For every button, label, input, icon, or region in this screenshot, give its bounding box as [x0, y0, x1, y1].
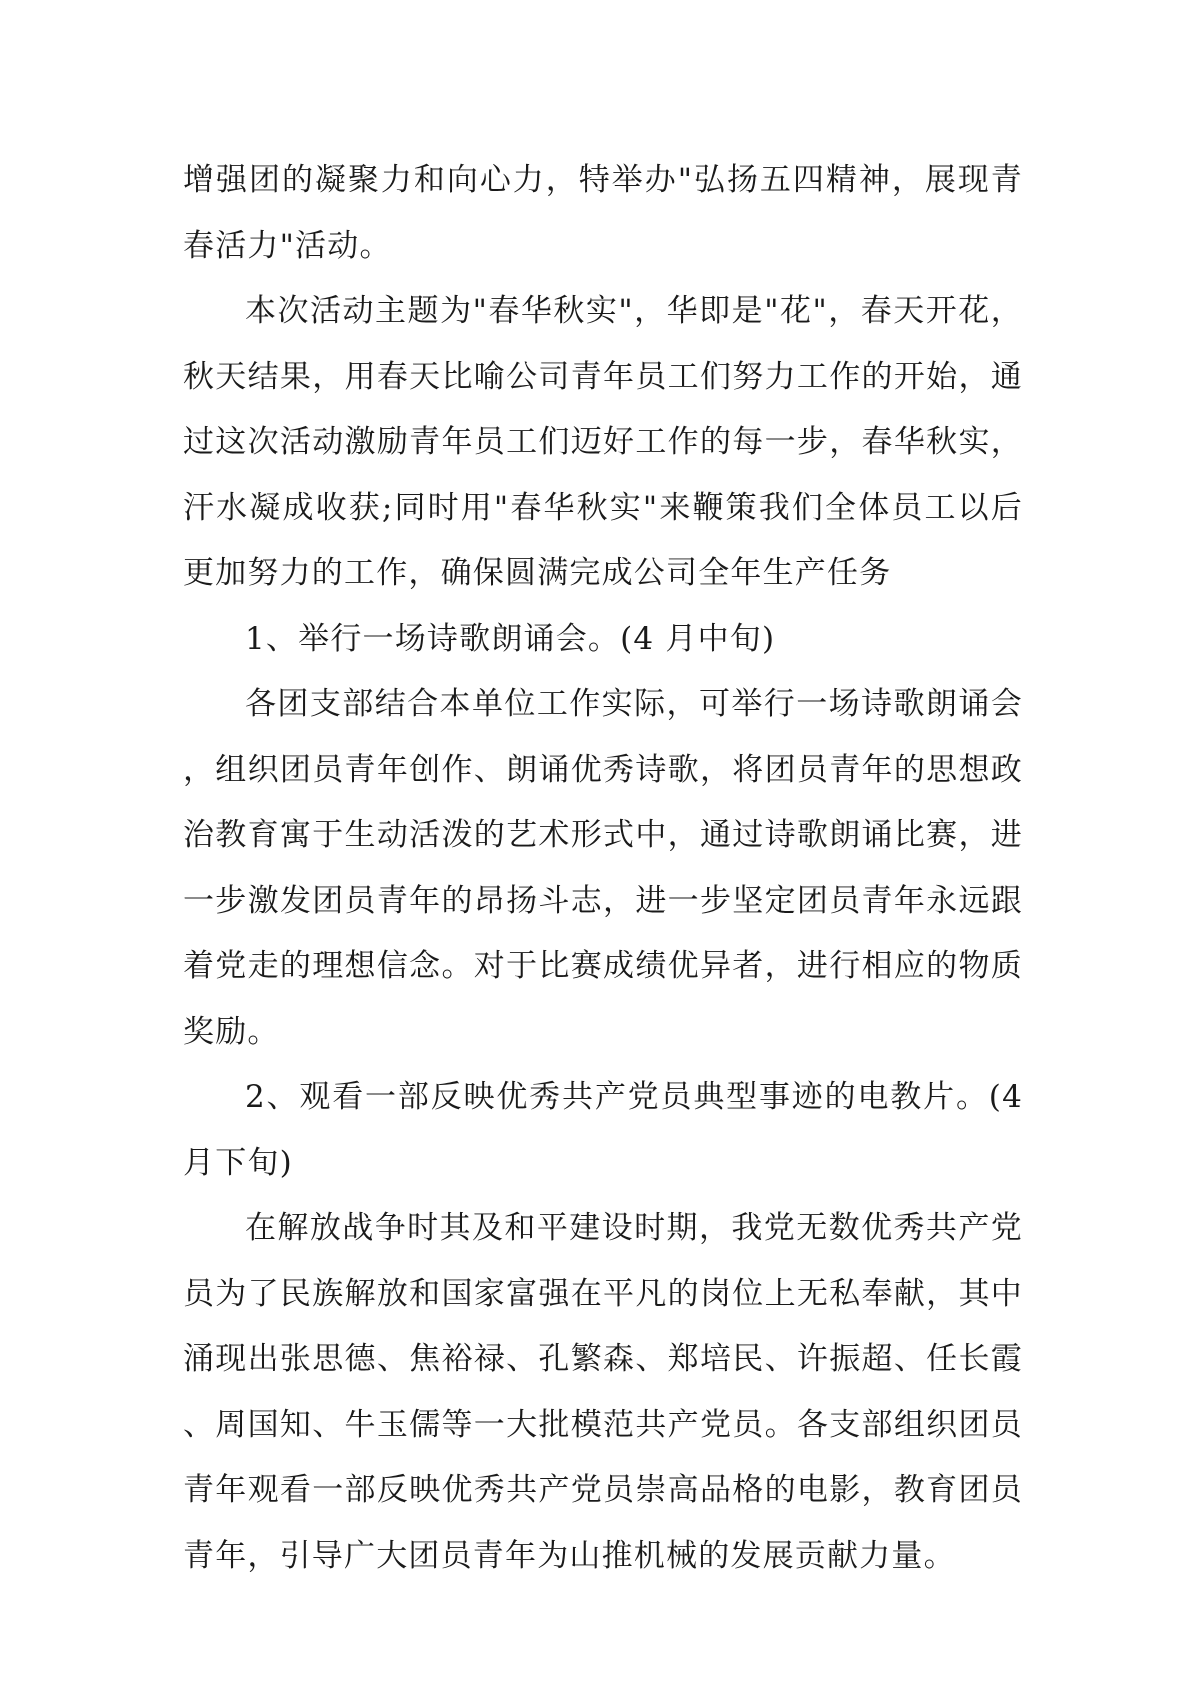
paragraph-item-2-heading: 2、观看一部反映优秀共产党员典型事迹的电教片。(4 月下旬) [183, 1079, 1023, 1181]
document-body [183, 148, 1023, 1589]
paragraph-theme: 本次活动主题为"春华秋实"，华即是"花"，春天开花，秋天结果，用春天比喻公司青年员工们努力工作的开始，通过这次活动激励青年员工们迈好工作的每一步，春华秋实，汗水凝成收获;同时用"春华秋实"来鞭策我们全体员工以后更加努力的工作，确保圆满完成公司全年生产任务 [183, 293, 1023, 591]
paragraph-item-2-body: 在解放战争时其及和平建设时期，我党无数优秀共产党员为了民族解放和国家富强在平凡的岗位上无私奉献，其中涌现出张思德、焦裕禄、孔繁森、郑培民、许振超、任长霞、周国知、牛玉儒等一大批模范共产党员。各支部组织团员青年观看一部反映优秀共产党员崇高品格的电影，教育团员青年，引导广大团员青年为山推机械的发展贡献力量。 [183, 1210, 1023, 1574]
paragraph-item-1-body: 各团支部结合本单位工作实际，可举行一场诗歌朗诵会，组织团员青年创作、朗诵优秀诗歌，将团员青年的思想政治教育寓于生动活泼的艺术形式中，通过诗歌朗诵比赛，进一步激发团员青年的昂扬斗志，进一步坚定团员青年永远跟着党走的理想信念。对于比赛成绩优异者，进行相应的物质奖励。 [183, 686, 1023, 1050]
paragraph-item-1-heading: 1、举行一场诗歌朗诵会。(4 月中旬) [245, 620, 776, 657]
paragraph-intro-continued: 增强团的凝聚力和向心力，特举办"弘扬五四精神，展现青春活力"活动。 [183, 162, 1023, 264]
